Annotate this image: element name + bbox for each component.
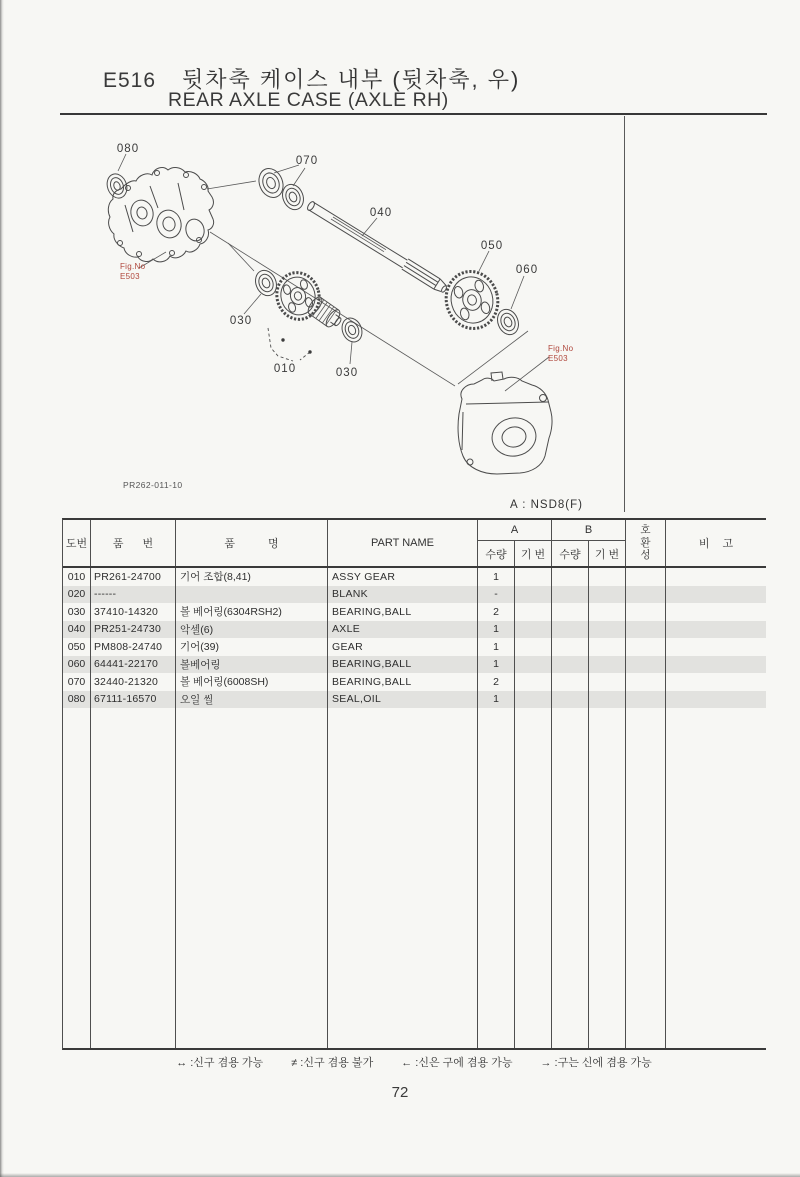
exploded-parts-diagram — [60, 125, 640, 510]
cell-part_no: PR251-24730 — [91, 621, 176, 639]
ball-bearing-060 — [494, 306, 522, 338]
cell-part_name: GEAR — [328, 638, 478, 656]
empty-cell — [589, 708, 626, 1048]
cell-serial_a — [515, 568, 552, 586]
cell-serial_a — [515, 656, 552, 674]
col-group-b: B — [552, 520, 626, 541]
cell-qty_b — [552, 603, 589, 621]
cell-serial_a — [515, 621, 552, 639]
cell-serial_b — [589, 673, 626, 691]
cell-part_no: ------ — [91, 586, 176, 604]
callout-050: 050 — [480, 240, 504, 252]
col-group-a: A — [478, 520, 552, 541]
cell-serial_b — [589, 568, 626, 586]
callout-040: 040 — [369, 207, 393, 219]
empty-cell — [552, 708, 589, 1048]
cell-compat — [626, 621, 666, 639]
table-header — [63, 520, 766, 568]
table-row-060 — [63, 656, 766, 674]
parts-table — [62, 518, 766, 1050]
cell-qty_b — [552, 691, 589, 709]
cell-serial_b — [589, 586, 626, 604]
cell-part_no: 32440-21320 — [91, 673, 176, 691]
cell-ref: 010 — [63, 568, 91, 586]
col-header-qty-b: 수량 — [552, 541, 589, 566]
table-empty-area — [63, 708, 766, 1048]
empty-cell — [626, 708, 666, 1048]
cell-remarks — [666, 568, 766, 586]
cell-name_ko: 볼 베어링(6008SH) — [176, 673, 328, 691]
col-header-part-no: 품 번 — [91, 520, 176, 566]
cell-remarks — [666, 586, 766, 604]
cell-serial_b — [589, 638, 626, 656]
col-header-qty-a: 수량 — [478, 541, 515, 566]
empty-cell — [63, 708, 91, 1048]
title-english: REAR AXLE CASE (AXLE RH) — [168, 89, 449, 111]
cell-part_no: 64441-22170 — [91, 656, 176, 674]
title-korean: 뒷차축 케이스 내부 (뒷차축, 우) — [182, 67, 521, 92]
cell-ref: 080 — [63, 691, 91, 709]
cell-qty_b — [552, 656, 589, 674]
scan-edge-bottom — [0, 1173, 800, 1177]
svg-text:E503: E503 — [548, 354, 568, 363]
cell-remarks — [666, 673, 766, 691]
fig-ref-left — [120, 262, 146, 281]
gear-050 — [440, 266, 504, 335]
cell-name_ko: 악셀(6) — [176, 621, 328, 639]
cell-qty_a: 1 — [478, 621, 515, 639]
cell-name_ko: 기어(39) — [176, 638, 328, 656]
cell-remarks — [666, 656, 766, 674]
transmission-case-housing — [458, 372, 552, 474]
section-code: E516 — [103, 69, 157, 92]
empty-cell — [478, 708, 515, 1048]
cell-qty_b — [552, 673, 589, 691]
callout-leader-lines — [118, 154, 549, 391]
svg-text:E503: E503 — [120, 272, 140, 281]
title-underline — [60, 113, 767, 115]
cell-part_no: PM808-24740 — [91, 638, 176, 656]
empty-cell — [666, 708, 766, 1048]
legend-item: ↔ :신구 겸용 가능 — [176, 1057, 264, 1069]
col-header-fig-no: 도번 — [63, 520, 91, 566]
cell-part_name: BEARING,BALL — [328, 656, 478, 674]
cell-name_ko: 볼 베어링(6304RSH2) — [176, 603, 328, 621]
cell-serial_b — [589, 621, 626, 639]
svg-text:Fig.No: Fig.No — [120, 262, 146, 271]
callout-010: 010 — [273, 363, 297, 375]
cell-part_no: PR261-24700 — [91, 568, 176, 586]
callout-030-left: 030 — [229, 315, 253, 327]
table-row-040 — [63, 621, 766, 639]
table-row-010 — [63, 568, 766, 586]
cell-part_no: 67111-16570 — [91, 691, 176, 709]
axle-case-housing — [108, 168, 213, 262]
col-header-part-name: PART NAME — [328, 520, 478, 566]
cell-remarks — [666, 691, 766, 709]
cell-compat — [626, 568, 666, 586]
cell-compat — [626, 691, 666, 709]
cell-qty_a: 2 — [478, 603, 515, 621]
col-header-serial-b: 기 번 — [589, 541, 626, 566]
cell-qty_b — [552, 568, 589, 586]
legend-item: ≠ :신구 겸용 불가 — [291, 1057, 374, 1069]
dashed-group-bracket-010 — [268, 328, 312, 361]
variant-note: A : NSD8(F) — [510, 499, 583, 511]
cell-serial_b — [589, 691, 626, 709]
empty-cell — [176, 708, 328, 1048]
cell-ref: 040 — [63, 621, 91, 639]
svg-text:Fig.No: Fig.No — [548, 344, 574, 353]
col-header-remarks: 비 고 — [698, 538, 734, 550]
gear-assembly-010 — [272, 268, 346, 331]
callout-060: 060 — [515, 264, 539, 276]
cell-serial_b — [589, 656, 626, 674]
cell-compat — [626, 656, 666, 674]
legend-item: ← :신은 구에 겸용 가능 — [401, 1057, 513, 1069]
cell-qty_a: 2 — [478, 673, 515, 691]
col-header-compat: 호환성 — [626, 520, 666, 566]
assembly-axis-lines — [207, 181, 528, 386]
cell-qty_b — [552, 586, 589, 604]
legend-item: → :구는 신에 겸용 가능 — [540, 1057, 652, 1069]
callout-030-right: 030 — [335, 367, 359, 379]
cell-qty_a: - — [478, 586, 515, 604]
callout-080: 080 — [116, 143, 140, 155]
table-row-050 — [63, 638, 766, 656]
cell-name_ko: 볼베어링 — [176, 656, 328, 674]
ball-bearing-030-left — [252, 267, 280, 299]
table-row-080 — [63, 691, 766, 709]
cell-remarks — [666, 603, 766, 621]
cell-ref: 060 — [63, 656, 91, 674]
empty-cell — [515, 708, 552, 1048]
scan-edge-left — [0, 0, 4, 1177]
cell-qty_a: 1 — [478, 568, 515, 586]
cell-serial_a — [515, 603, 552, 621]
cell-compat — [626, 638, 666, 656]
cell-name_ko: 오일 씰 — [176, 691, 328, 709]
cell-serial_a — [515, 691, 552, 709]
compatibility-legend — [62, 1054, 766, 1070]
cell-remarks — [666, 638, 766, 656]
cell-compat — [626, 673, 666, 691]
cell-name_ko: 기어 조합(8,41) — [176, 568, 328, 586]
cell-qty_a: 1 — [478, 638, 515, 656]
fig-ref-right — [548, 344, 574, 363]
table-row-070 — [63, 673, 766, 691]
cell-part_name: BEARING,BALL — [328, 673, 478, 691]
cell-compat — [626, 586, 666, 604]
ball-bearing-030-right — [339, 315, 366, 345]
cell-qty_b — [552, 621, 589, 639]
cell-serial_a — [515, 673, 552, 691]
table-row-020 — [63, 586, 766, 604]
cell-part_name: ASSY GEAR — [328, 568, 478, 586]
cell-ref: 070 — [63, 673, 91, 691]
empty-cell — [328, 708, 478, 1048]
cell-qty_a: 1 — [478, 656, 515, 674]
drawing-number: PR262-011-10 — [123, 480, 183, 490]
col-header-serial-a: 기 번 — [515, 541, 552, 566]
cell-serial_b — [589, 603, 626, 621]
table-row-030 — [63, 603, 766, 621]
cell-ref: 030 — [63, 603, 91, 621]
cell-compat — [626, 603, 666, 621]
cell-part_name: AXLE — [328, 621, 478, 639]
cell-name_ko — [176, 586, 328, 604]
empty-cell — [91, 708, 176, 1048]
cell-serial_a — [515, 638, 552, 656]
col-header-name-ko: 품 명 — [176, 520, 328, 566]
cell-part_no: 37410-14320 — [91, 603, 176, 621]
cell-qty_a: 1 — [478, 691, 515, 709]
cell-serial_a — [515, 586, 552, 604]
cell-remarks — [666, 621, 766, 639]
cell-part_name: BLANK — [328, 586, 478, 604]
cell-qty_b — [552, 638, 589, 656]
cell-ref: 050 — [63, 638, 91, 656]
cell-ref: 020 — [63, 586, 91, 604]
callout-070: 070 — [295, 155, 319, 167]
page-number: 72 — [391, 1084, 409, 1101]
cell-part_name: BEARING,BALL — [328, 603, 478, 621]
cell-part_name: SEAL,OIL — [328, 691, 478, 709]
table-body — [63, 568, 766, 1048]
